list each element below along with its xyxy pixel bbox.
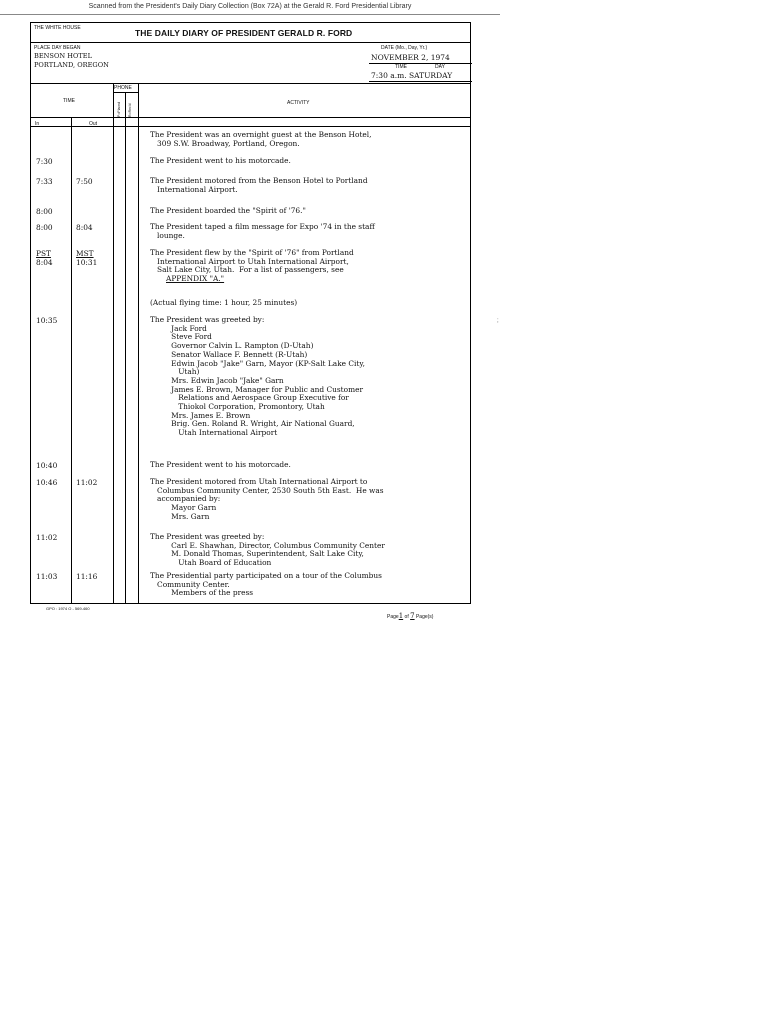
time-out: 11:16	[76, 572, 98, 581]
time-out: 10:31	[76, 258, 98, 267]
activity-text: The President was greeted by: Jack Ford Steve Ford Governor Calvin L. Rampton (D-Utah) Senator Wallace F. Bennett (R-Utah) Edwin Jacob "Jake" Garn, Mayor (KP-Salt Lake City, Utah) Mrs. Edwin Jacob "Jake" Garn James E. Brown, Manager for Public and Customer Relations and Aerospace Group Executive for Thiokol Corporation, Promontory, Utah Mrs. James E. Brown Brig. Gen. Roland R. Wright, Air National Guard, Utah International Airport	[150, 315, 365, 438]
page-indicator	[387, 612, 433, 620]
activity-col-header: ACTIVITY	[287, 100, 310, 106]
time-out: 7:50	[76, 177, 93, 186]
out-col-header: Out	[89, 121, 98, 127]
in-out-divider	[71, 117, 72, 603]
activity-text: The President flew by the "Spirit of '76" from Portland International Airport to Utah International Airport, Salt Lake City, Utah. For a list of passengers, see	[150, 248, 354, 275]
page-title: THE DAILY DIARY OF PRESIDENT GERALD R. FORD	[135, 28, 353, 38]
page-suffix: Page(s)	[415, 614, 434, 620]
stray-mark: ;	[497, 318, 499, 324]
time-in: 10:46	[36, 478, 58, 487]
activity-text: The President boarded the "Spirit of '76."	[150, 206, 306, 215]
in-col-header: In	[35, 121, 40, 127]
page-number: 1	[398, 612, 404, 620]
activity-text: (Actual flying time: 1 hour, 25 minutes)	[150, 298, 298, 307]
time-in: 10:40	[36, 461, 58, 470]
header-bottom-rule	[31, 83, 470, 84]
phone-subdivider	[125, 92, 126, 603]
time-zone-in: PST	[36, 249, 51, 258]
page-total: 7	[410, 612, 415, 620]
gpo-imprint: GPO : 1974 O - 569-460	[46, 606, 90, 611]
scan-banner: Scanned from the President's Daily Diary Collection (Box 72A) at the Gerald R. Ford Presidential Library	[88, 3, 412, 10]
activity-col-divider	[138, 83, 139, 603]
header-top	[31, 23, 470, 43]
column-subheader-rule	[31, 126, 470, 127]
activity-text: The President was an overnight guest at the Benson Hotel, 309 S.W. Broadway, Portland, Oregon.	[150, 130, 372, 148]
diary-form	[30, 22, 471, 604]
activity-text: The President motored from Utah International Airport to Columbus Community Center, 2530 South 5th East. He was accompanied by: Mayor Garn Mrs. Garn	[150, 477, 384, 521]
date-rule	[369, 63, 472, 64]
time-in: 7:30	[36, 157, 53, 166]
activity-text: The President went to his motorcade.	[150, 460, 291, 469]
place-line-1: BENSON HOTEL	[34, 52, 92, 60]
time-in: 11:03	[36, 572, 58, 581]
column-header-rule	[31, 117, 470, 118]
date-value: NOVEMBER 2, 1974	[371, 53, 450, 62]
activity-text: The President taped a film message for Expo '74 in the staff lounge.	[150, 222, 375, 240]
appendix-link: APPENDIX "A."	[166, 274, 225, 284]
activity-text: The President motored from the Benson Hotel to Portland International Airport.	[150, 176, 368, 194]
banner-rule	[0, 14, 500, 15]
time-day-rule	[369, 81, 472, 82]
placed-label: P=Placed	[117, 101, 121, 117]
phone-col-divider	[113, 83, 114, 603]
received-label: R=Rec'd	[128, 103, 132, 117]
place-label: PLACE DAY BEGAN	[34, 45, 81, 51]
org-label: THE WHITE HOUSE	[34, 25, 81, 31]
time-in: 8:04	[36, 258, 53, 267]
time-day-value: 7:30 a.m. SATURDAY	[371, 71, 453, 80]
phone-col-header: PHONE	[114, 85, 132, 91]
time-out: 11:02	[76, 478, 98, 487]
time-in: 11:02	[36, 533, 58, 542]
time-in: 7:33	[36, 177, 53, 186]
time-label: TIME	[395, 64, 407, 70]
time-in: 10:35	[36, 316, 58, 325]
activity-text: The President went to his motorcade.	[150, 156, 291, 165]
time-in: 8:00	[36, 223, 53, 232]
activity-text: The President was greeted by: Carl E. Shawhan, Director, Columbus Community Center M. Donald Thomas, Superintendent, Salt Lake City, Utah Board of Education	[150, 532, 385, 568]
date-label: DATE (Mo., Day, Yr.)	[381, 45, 428, 51]
page-prefix: Page	[387, 614, 399, 620]
place-line-2: PORTLAND, OREGON	[34, 61, 109, 69]
activity-text: The Presidential party participated on a tour of the Columbus Community Center. Members of the press	[150, 571, 382, 598]
time-out: 8:04	[76, 223, 93, 232]
time-col-header: TIME	[63, 98, 75, 104]
day-label: DAY	[435, 64, 445, 70]
time-zone-out: MST	[76, 249, 94, 258]
time-in: 8:00	[36, 207, 53, 216]
page-of: of	[404, 614, 409, 620]
